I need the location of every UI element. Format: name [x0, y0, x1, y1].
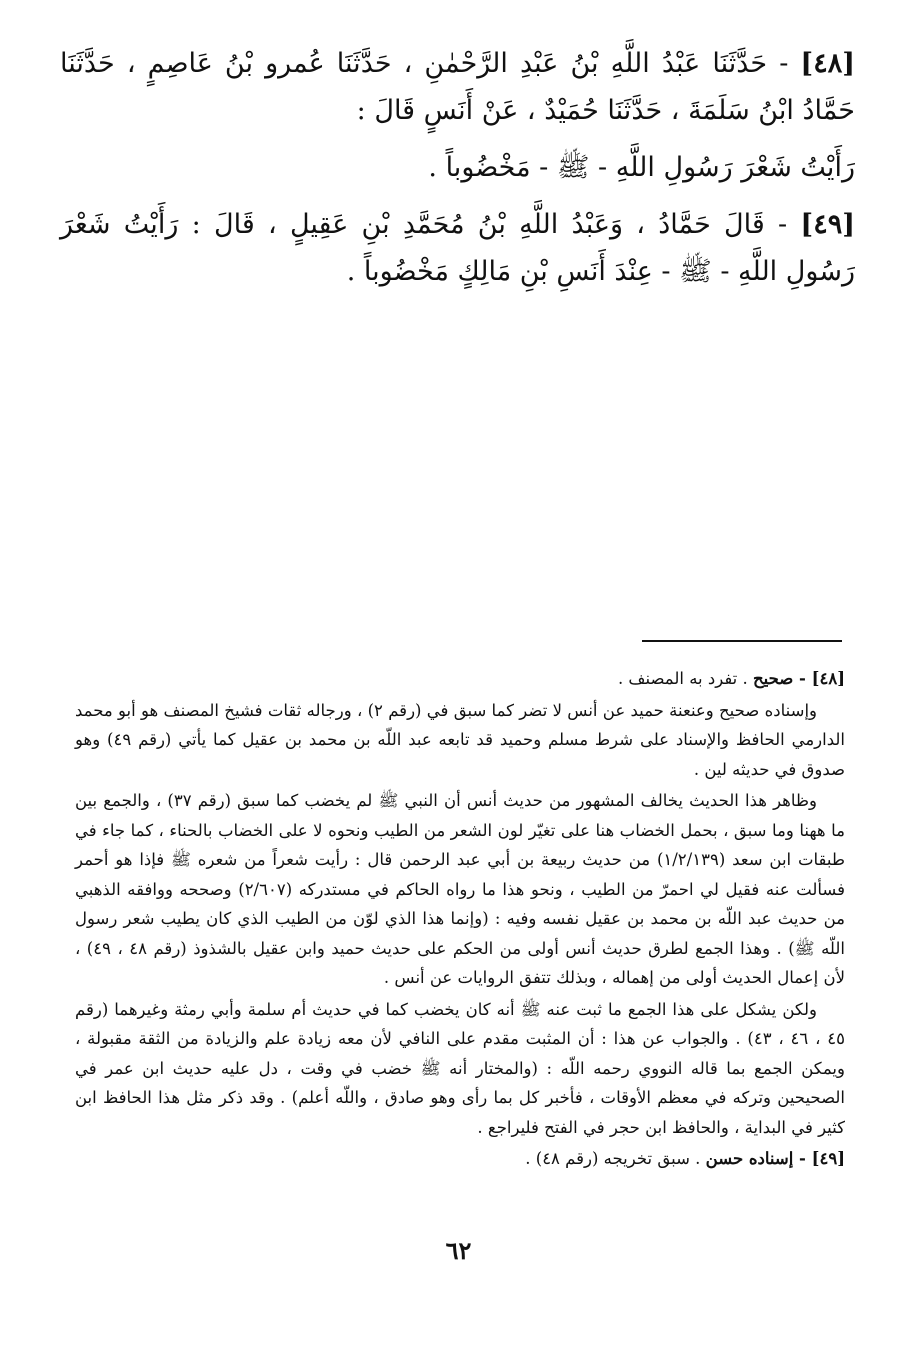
footnote-48-paragraph-1: وإسناده صحيح وعنعنة حميد عن أنس لا تضر كما سبق في (رقم ٢) ، ورجاله ثقات فشيخ المصنف هو أبو محمد الدارمي الحافظ والإسناد على شرط مسلم وحميد قد تابعه عبد اللّه بن محمد بن عقيل كما يأتي (رقم ٤٩) وهو صدوق في حديثه لين . — [75, 700, 845, 779]
footnote-48-heading — [75, 664, 845, 694]
footnote-text: . سبق تخريجه (رقم ٤٨) . — [525, 1149, 701, 1168]
hadith-quote: رَأَيْتُ شَعْرَ رَسُولِ اللَّهِ - ﷺ - مَخْضُوباً . — [428, 152, 855, 183]
footnote-49-heading — [75, 1144, 845, 1174]
footnotes — [75, 664, 845, 1176]
page-number: ٦٢ — [445, 1236, 472, 1265]
footnote-label: [٤٩] - إسناده حسن — [705, 1149, 845, 1168]
main-text — [60, 40, 855, 305]
hadith-text: - قَالَ حَمَّادُ ، وَعَبْدُ اللَّهِ بْنُ مُحَمَّدِ بْنِ عَقِيلٍ ، قَالَ : رَأَيْتُ شَعْرَ رَسُولِ اللَّهِ - ﷺ - عِنْدَ أَنَسِ بْنِ مَالِكٍ مَخْضُوباً . — [60, 209, 855, 287]
hadith-number: [٤٩] — [800, 209, 855, 240]
footnote-label: [٤٨] - صحيح — [753, 669, 845, 688]
hadith-48-quote — [60, 144, 855, 191]
hadith-48 — [60, 40, 855, 134]
hadith-49 — [60, 201, 855, 295]
footnote-48-paragraph-3: ولكن يشكل على هذا الجمع ما ثبت عنه ﷺ أنه كان يخضب كما في حديث أم سلمة وأبي رمثة وغيرهما (رقم ٤٥ ، ٤٦ ، ٤٣) . والجواب عن هذا : أن المثبت مقدم على النافي لأن معه زيادة علم والزيادة من الثقة مقبولة ، ويمكن الجمع بما قاله النووي رحمه اللّه : (والمختار أنه ﷺ خضب في وقت ، دل عليه حديث ابن عمر في الصحيحين وتركه في معظم الأوقات ، فأخبر كل بما رأى وهو صادق ، واللّه أعلم) . وقد ذكر مثل هذا الحافظ ابن كثير في البداية ، والحافظ ابن حجر في الفتح فليراجع . — [75, 999, 845, 1137]
footnote-text: . تفرد به المصنف . — [617, 669, 748, 688]
hadith-text: - حَدَّثَنَا عَبْدُ اللَّهِ بْنُ عَبْدِ الرَّحْمٰنِ ، حَدَّثَنَا عُمرو بْنُ عَاصِمٍ ، حَدَّثَنَا حَمَّادُ ابْنُ سَلَمَةَ ، حَدَّثَنَا حُمَيْدٌ ، عَنْ أَنَسٍ قَالَ : — [60, 48, 855, 126]
footnote-divider — [642, 640, 842, 642]
hadith-number: [٤٨] — [800, 48, 855, 79]
footnote-48-paragraph-2: وظاهر هذا الحديث يخالف المشهور من حديث أنس أن النبي ﷺ لم يخضب كما سبق (رقم ٣٧) ، والجمع بين ما ههنا وما سبق ، بحمل الخضاب هنا على تغيّر لون الشعر من الطيب ونحوه لا على الخضاب بالحناء ، كما جاء في طبقات ابن سعد (١/٢/١٣٩) من حديث ربيعة بن أبي عبد الرحمن قال : رأيت شعراً من شعره ﷺ فإذا هو أحمر فسألت عنه فقيل لي احمرّ من الطيب ، ونحو هذا ما رواه الحاكم في مستدركه (٢/٦٠٧) وصححه ووافقه الذهبي من حديث عبد اللّه بن محمد بن عقيل نفسه وفيه : (وإنما هذا الذي لوّن من الطيب الذي كان يطيب شعر رسول اللّه ﷺ) . وهذا الجمع لطرق حديث أنس أولى من الحكم على حديث حميد وابن عقيل بالشذوذ (رقم ٤٨ ، ٤٩) ، لأن إعمال الحديث أولى من إهماله ، وبذلك تتفق الروايات عن أنس . — [75, 791, 845, 987]
